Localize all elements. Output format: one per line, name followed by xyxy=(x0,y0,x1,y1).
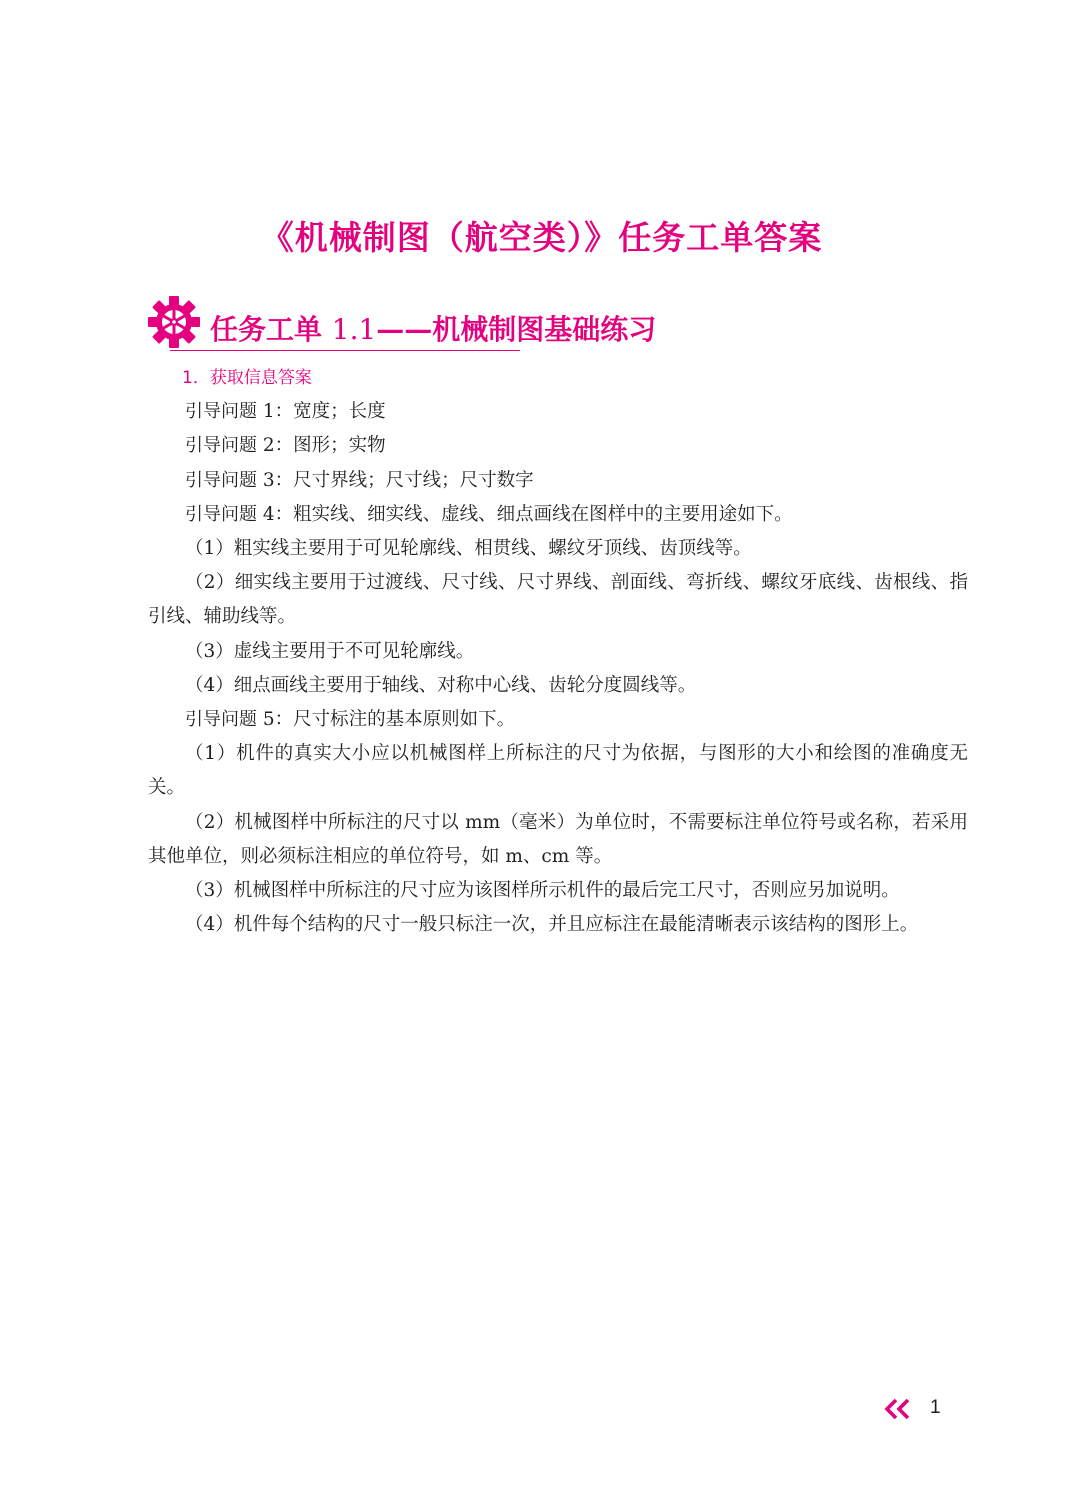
paragraph xyxy=(148,429,968,463)
page-footer xyxy=(884,1394,964,1424)
paragraph xyxy=(148,874,968,908)
paragraph xyxy=(148,532,968,566)
question-label: 引导问题 xyxy=(185,503,257,525)
section-prefix: 任务工单 xyxy=(210,313,332,346)
paragraph xyxy=(148,737,968,805)
subsection-heading: 1．获取信息答案 xyxy=(182,368,312,388)
gear-icon xyxy=(146,294,202,350)
question-label: 引导问题 xyxy=(185,709,257,731)
paragraph xyxy=(148,669,968,703)
paragraph xyxy=(148,464,968,498)
paragraph-text: 1：宽度；长度 xyxy=(257,401,386,423)
paragraph xyxy=(148,635,968,669)
paragraph xyxy=(148,908,968,942)
paragraph-text: 4：粗实线、细实线、虚线、细点画线在图样中的主要用途如下。 xyxy=(257,503,793,525)
paragraph-text: （2）机械图样中所标注的尺寸以 mm（毫米）为单位时，不需要标注单位符号或名称，若采用其他单位，则必须标注相应的单位符号，如 m、cm 等。 xyxy=(148,811,968,867)
paragraph-text: （3）虚线主要用于不可见轮廓线。 xyxy=(185,640,475,662)
paragraph-text: （4）细点画线主要用于轴线、对称中心线、齿轮分度圆线等。 xyxy=(185,674,697,696)
double-chevron-left-icon xyxy=(884,1398,912,1420)
paragraph-text: （3）机械图样中所标注的尺寸应为该图样所示机件的最后完工尺寸，否则应另加说明。 xyxy=(185,880,900,902)
document-title: 《机械制图（航空类）》任务工单答案 xyxy=(260,218,823,257)
section-number: 1.1 xyxy=(331,313,377,346)
paragraph xyxy=(148,806,968,874)
section-suffix: ——机械制图基础练习 xyxy=(376,313,657,346)
paragraph xyxy=(148,566,968,634)
paragraph-text: 5：尺寸标注的基本原则如下。 xyxy=(257,709,516,731)
question-label: 引导问题 xyxy=(185,401,257,423)
question-label: 引导问题 xyxy=(185,469,257,491)
document-body xyxy=(148,361,968,942)
section-heading xyxy=(146,294,666,354)
paragraph xyxy=(148,498,968,532)
paragraph-text: （1）粗实线主要用于可见轮廓线、相贯线、螺纹牙顶线、齿顶线等。 xyxy=(185,538,752,560)
section-underline xyxy=(170,350,520,351)
paragraph-text: 3：尺寸界线；尺寸线；尺寸数字 xyxy=(257,469,534,491)
question-label: 引导问题 xyxy=(185,435,257,457)
paragraph-text: 2：图形；实物 xyxy=(257,435,386,457)
paragraph xyxy=(148,395,968,429)
paragraph xyxy=(148,703,968,737)
paragraph-text: （4）机件每个结构的尺寸一般只标注一次，并且应标注在最能清晰表示该结构的图形上。 xyxy=(185,914,919,936)
paragraph-text: （2）细实线主要用于过渡线、尺寸线、尺寸界线、剖面线、弯折线、螺纹牙底线、齿根线、指引线、辅助线等。 xyxy=(148,572,968,628)
paragraph-text: （1）机件的真实大小应以机械图样上所标注的尺寸为依据，与图形的大小和绘图的准确度无关。 xyxy=(148,743,968,799)
page-number: 1 xyxy=(930,1397,941,1418)
section-title xyxy=(210,308,656,348)
